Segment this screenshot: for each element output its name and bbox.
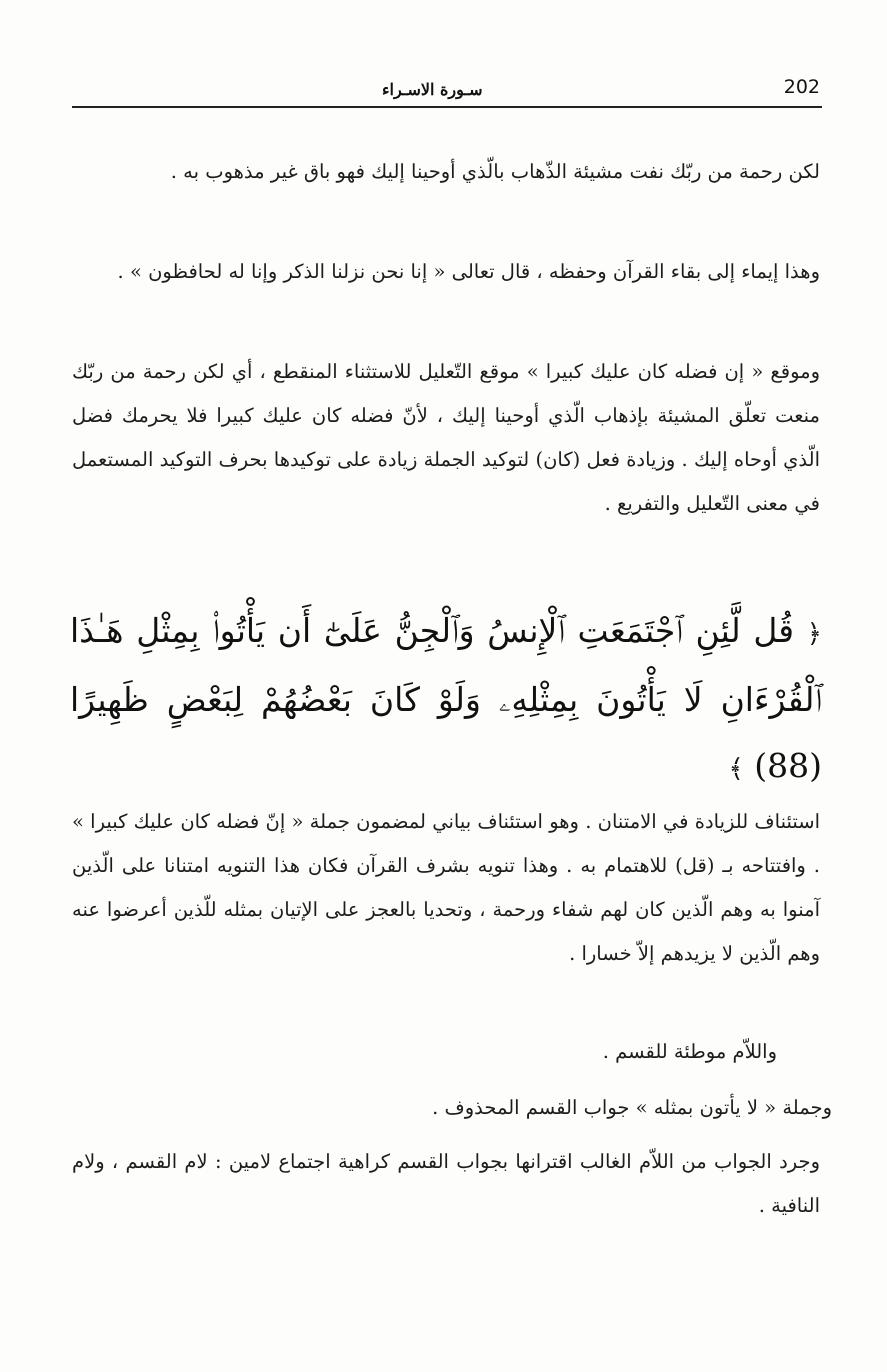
- paragraph-5: واللاّم موطئة للقسم .: [602, 1040, 777, 1063]
- paragraph-4: استئناف للزيادة في الامتنان . وهو استئناف بياني لمضمون جملة « إنّ فضله كان عليك كبيرا » . وافتتاحه بـ (قل) للاهتمام به . وهذا تنويه بشرف القرآن فكان هذا التنويه امتنانا على الّذين آمنوا به وهم الّذين كان لهم شفاء ورحمة ، وتحديا بالعجز على الإتيان بمثله للّذين أعرضوا عنه وهم الّذين لا يزيدهم إلاّ خسارا .: [72, 810, 820, 965]
- page-header: [72, 74, 820, 104]
- paragraph-1: لكن رحمة من ربّك نفت مشيئة الذّهاب بالّذي أوحينا إليك فهو باق غير مذهوب به .: [170, 160, 820, 183]
- verse-number: (88): [754, 746, 822, 785]
- paragraph-2: وهذا إيماء إلى بقاء القرآن وحفظه ، قال تعالى « إنا نحن نزلنا الذكر وإنا له لحافظون » .: [117, 260, 820, 283]
- header-divider: [72, 106, 822, 108]
- page-number: 202: [783, 76, 820, 98]
- verse-close-bracket: ﴾: [728, 754, 744, 784]
- paragraph-6: وجملة « لا يأتون بمثله » جواب القسم المحذوف .: [432, 1096, 832, 1119]
- surah-title: سـورة الاسـراء: [382, 80, 483, 99]
- verse-open-bracket: ﴿: [806, 619, 822, 649]
- paragraph-7: وجرد الجواب من اللاّم الغالب اقترانها بجواب القسم كراهية اجتماع لامين : لام القسم ، ولام النافية .: [72, 1150, 820, 1217]
- verse-text: قُل لَّئِنِ ٱجْتَمَعَتِ ٱلْإِنسُ وَٱلْجِنُّ عَلَىٰٓ أَن يَأْتُوا۟ بِمِثْلِ هَـٰذَا ٱلْقُرْءَانِ لَا يَأْتُونَ بِمِثْلِهِۦ وَلَوْ كَانَ بَعْضُهُمْ لِبَعْضٍ ظَهِيرًا: [70, 611, 822, 719]
- quran-verse: [70, 598, 822, 802]
- paragraph-3: وموقع « إن فضله كان عليك كبيرا » موقع التّعليل للاستثناء المنقطع ، أي لكن رحمة من ربّك منعت تعلّق المشيئة بإذهاب الّذي أوحينا إليك ، لأنّ فضله كان عليك كبيرا فلا يحرمك فضل الّذي أوحاه إليك . وزيادة فعل (كان) لتوكيد الجملة زيادة على توكيدها بحرف التوكيد المستعمل في معنى التّعليل والتفريع .: [72, 360, 820, 515]
